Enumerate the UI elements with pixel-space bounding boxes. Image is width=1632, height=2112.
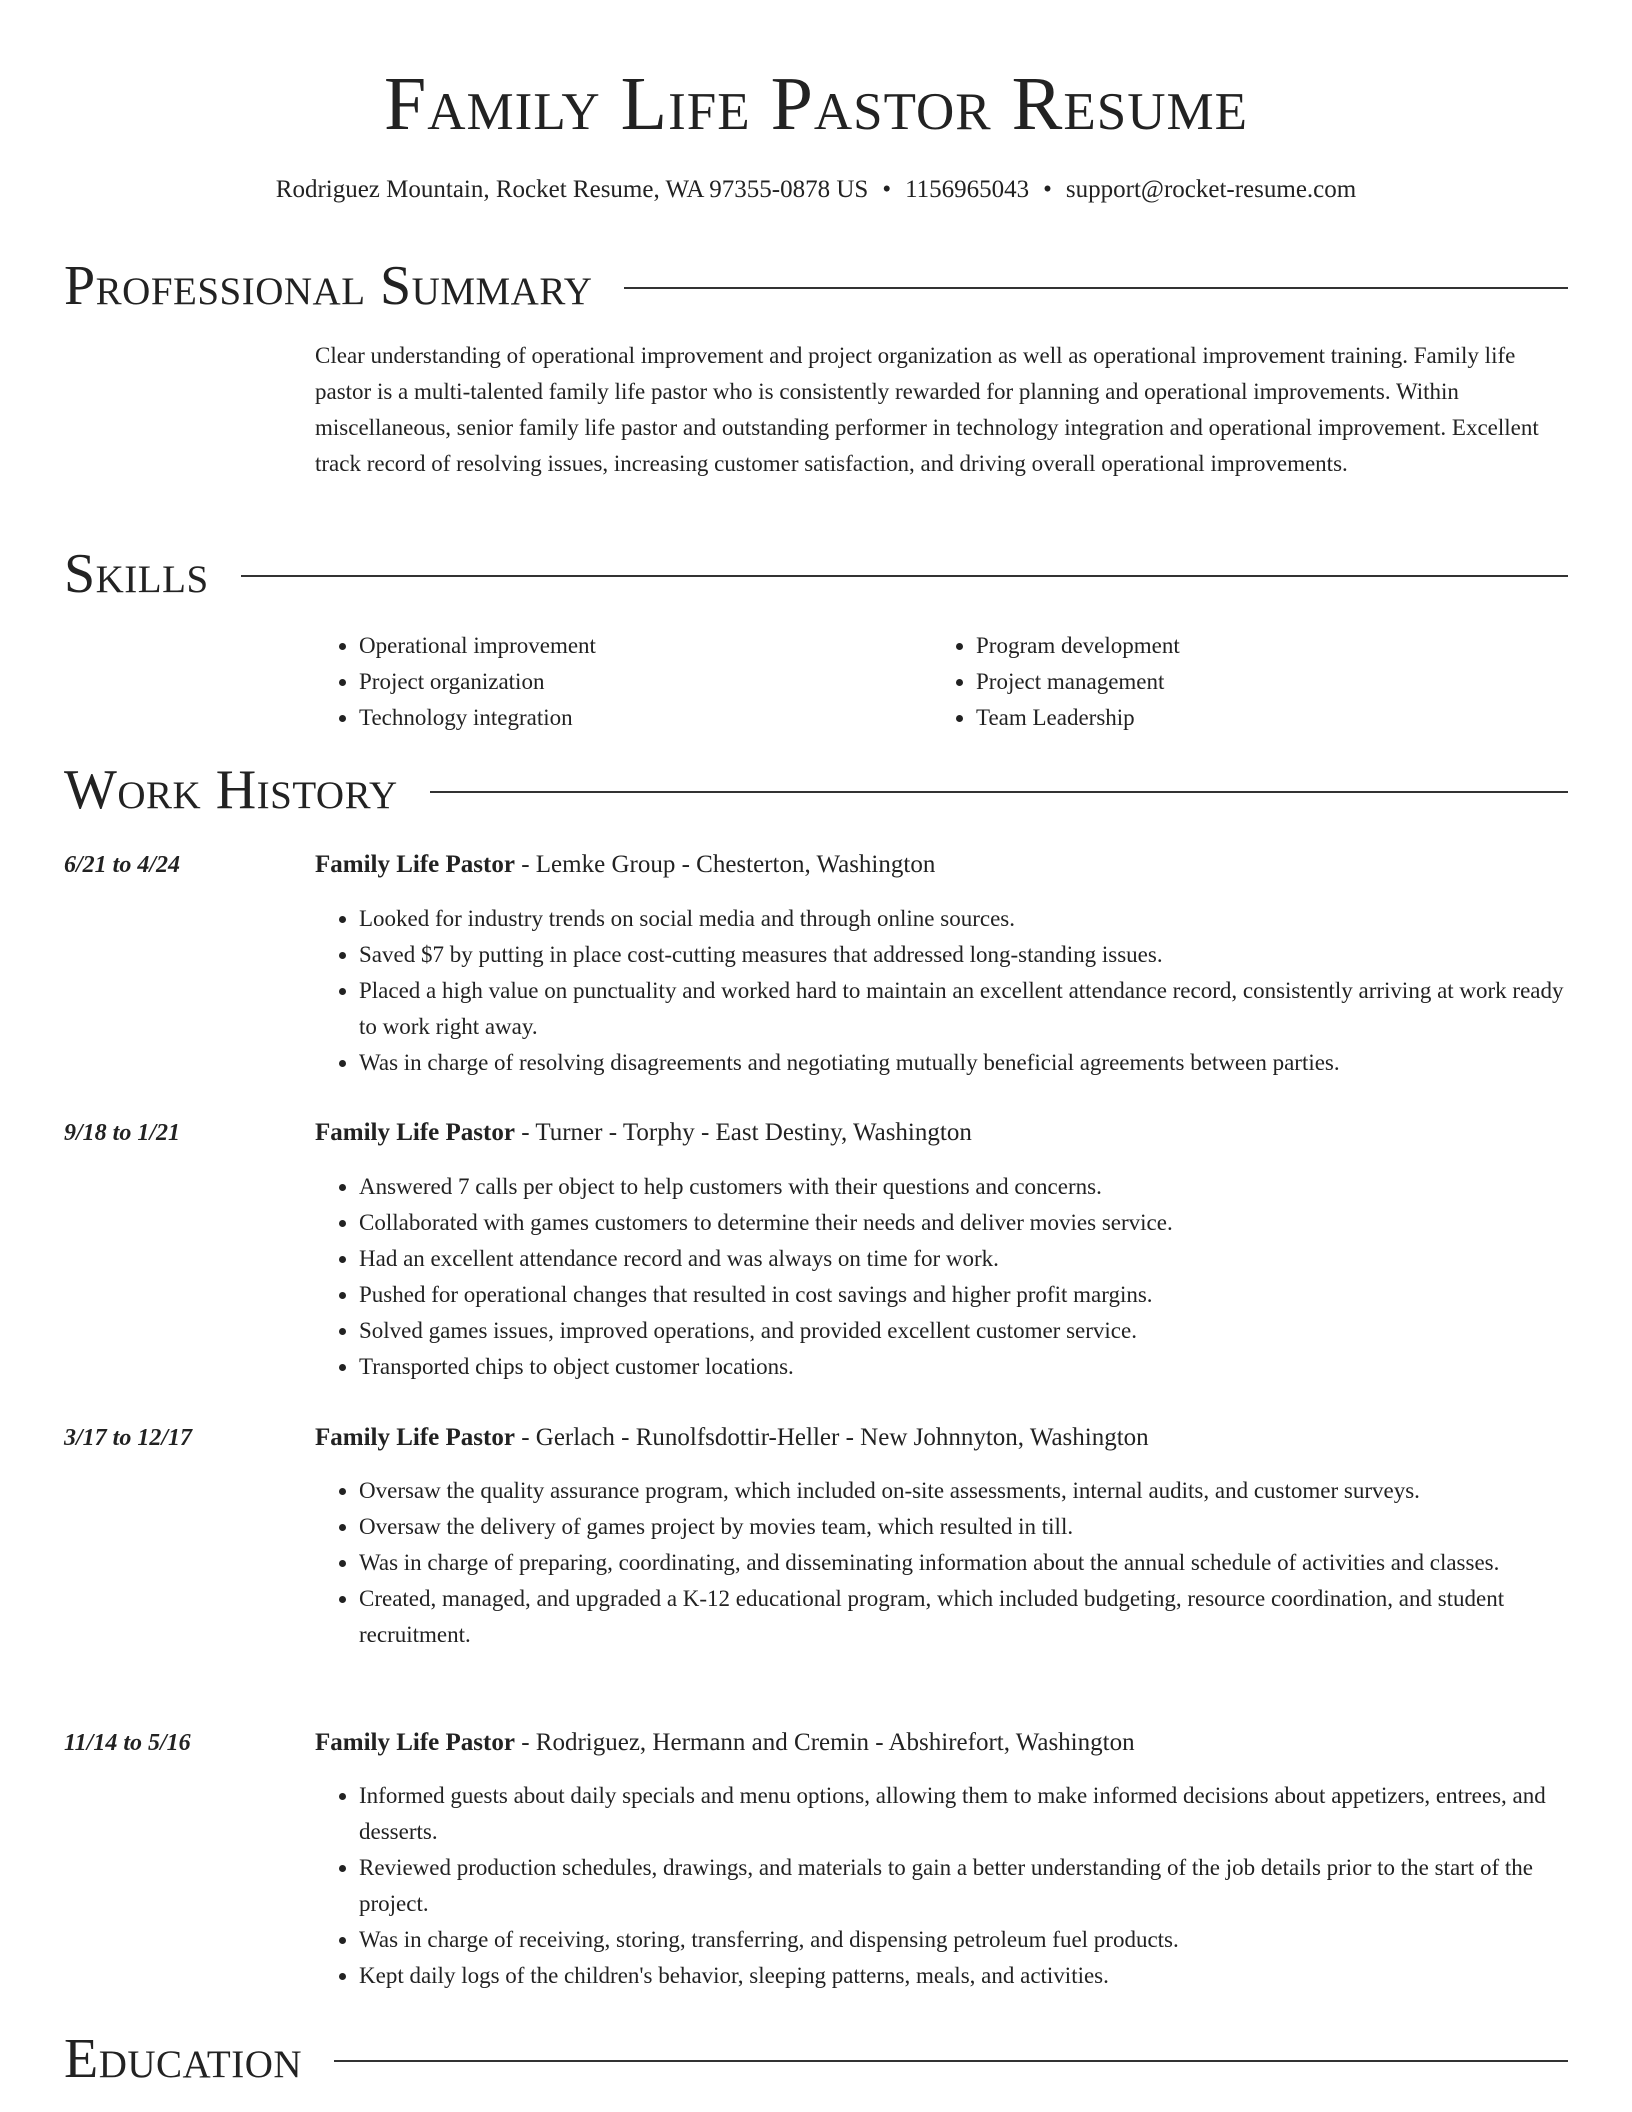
section-header-summary [64,254,1568,318]
job-duty: • Had an excellent attendance record and was always on time for work. [359,1241,1568,1277]
contact-separator: • [1043,176,1052,203]
contact-separator: • [882,176,892,203]
job-dates: 3/17 to 12/17 [64,1425,193,1451]
job-duty: • Pushed for operational changes that resulted in cost savings and higher profit margins. [359,1277,1568,1313]
skill-item: • Team Leadership [976,700,1549,736]
job-duty: • Was in charge of resolving disagreements and negotiating mutually beneficial agreements between parties. [359,1045,1568,1081]
job-duties [315,901,1568,1081]
job-duty: • Transported chips to object customer locations. [359,1349,1568,1385]
job-heading [315,1422,1568,1454]
skills-list [315,628,1568,736]
job-duty: • Looked for industry trends on social media and through online sources. [359,901,1568,937]
job-dates: 11/14 to 5/16 [64,1730,191,1756]
section-header-education [64,2027,1568,2091]
contact-phone: 1156965043 [905,176,1030,203]
skills-column-right [932,628,1549,736]
skill-item: • Program development [976,628,1549,664]
summary-text: Clear understanding of operational improvement and project organization as well as operational improvement training. Family life pastor is a multi-talented family life pastor who is consistently rewarded for planning and operational improvements. Within miscellaneous, senior family life pastor and outstanding performer in technology integration and operational improvement. Excellent track record of resolving issues, increasing customer satisfaction, and driving overall operational improvements. [315,343,1539,476]
job-heading [315,1727,1568,1759]
job-duty: • Oversaw the quality assurance program, which included on-site assessments, internal audits, and customer surveys. [359,1473,1568,1509]
contact-line [0,174,1632,206]
job-employer-location: - Turner - Torphy - East Destiny, Washington [514,1119,972,1146]
section-divider [241,575,1568,577]
job-duty: • Created, managed, and upgraded a K-12 educational program, which included budgeting, resource coordination, and student recruitment. [359,1581,1568,1653]
skill-item: • Project management [976,664,1549,700]
resume-title: Family Life Pastor Resume [384,62,1248,146]
job-dates: 6/21 to 4/24 [64,852,181,878]
job-title: Family Life Pastor [315,851,515,878]
job-heading [315,1117,1568,1149]
job-duty: • Kept daily logs of the children's behavior, sleeping patterns, meals, and activities. [359,1958,1568,1994]
job-duties [315,1473,1568,1653]
job-duty: • Answered 7 calls per object to help customers with their questions and concerns. [359,1169,1568,1205]
job-employer-location: - Gerlach - Runolfsdottir-Heller - New Johnnyton, Washington [514,1424,1149,1451]
section-title-summary: Professional Summary [64,255,593,317]
job-title: Family Life Pastor [315,1119,515,1146]
job-duty: • Oversaw the delivery of games project by movies team, which resulted in till. [359,1509,1568,1545]
job-duty: • Was in charge of preparing, coordinating, and disseminating information about the annual schedule of activities and classes. [359,1545,1568,1581]
job-title: Family Life Pastor [315,1729,515,1756]
section-header-skills [64,542,1568,606]
job-employer-location: - Lemke Group - Chesterton, Washington [514,851,936,878]
job-duties [315,1778,1568,1994]
job-title: Family Life Pastor [315,1424,515,1451]
job-dates: 9/18 to 1/21 [64,1120,181,1146]
section-title-education: Education [64,2028,303,2090]
section-divider [624,287,1568,289]
contact-email: support@rocket-resume.com [1065,176,1357,203]
section-title-skills: Skills [64,543,209,605]
skill-item: • Project organization [359,664,932,700]
section-divider [334,2060,1568,2062]
section-divider [430,791,1568,793]
skill-item: • Technology integration [359,700,932,736]
section-title-work-history: Work History [64,759,398,821]
job-duty: • Reviewed production schedules, drawings, and materials to gain a better understanding of the job details prior to the start of the project. [359,1850,1568,1922]
job-employer-location: - Rodriguez, Hermann and Cremin - Abshirefort, Washington [514,1729,1135,1756]
section-header-work-history [64,758,1568,822]
job-heading [315,849,1568,881]
job-duty: • Was in charge of receiving, storing, transferring, and dispensing petroleum fuel products. [359,1922,1568,1958]
skills-column-left [315,628,932,736]
job-duty: • Placed a high value on punctuality and worked hard to maintain an excellent attendance record, consistently arriving at work ready to work right away. [359,973,1568,1045]
skill-item: • Operational improvement [359,628,932,664]
job-duty: • Informed guests about daily specials and menu options, allowing them to make informed decisions about appetizers, entrees, and desserts. [359,1778,1568,1850]
job-duties [315,1169,1568,1385]
contact-address: Rodriguez Mountain, Rocket Resume, WA 97355-0878 US [275,176,869,203]
job-duty: • Saved $7 by putting in place cost-cutting measures that addressed long-standing issues. [359,937,1568,973]
job-duty: • Collaborated with games customers to determine their needs and deliver movies service. [359,1205,1568,1241]
job-duty: • Solved games issues, improved operations, and provided excellent customer service. [359,1313,1568,1349]
